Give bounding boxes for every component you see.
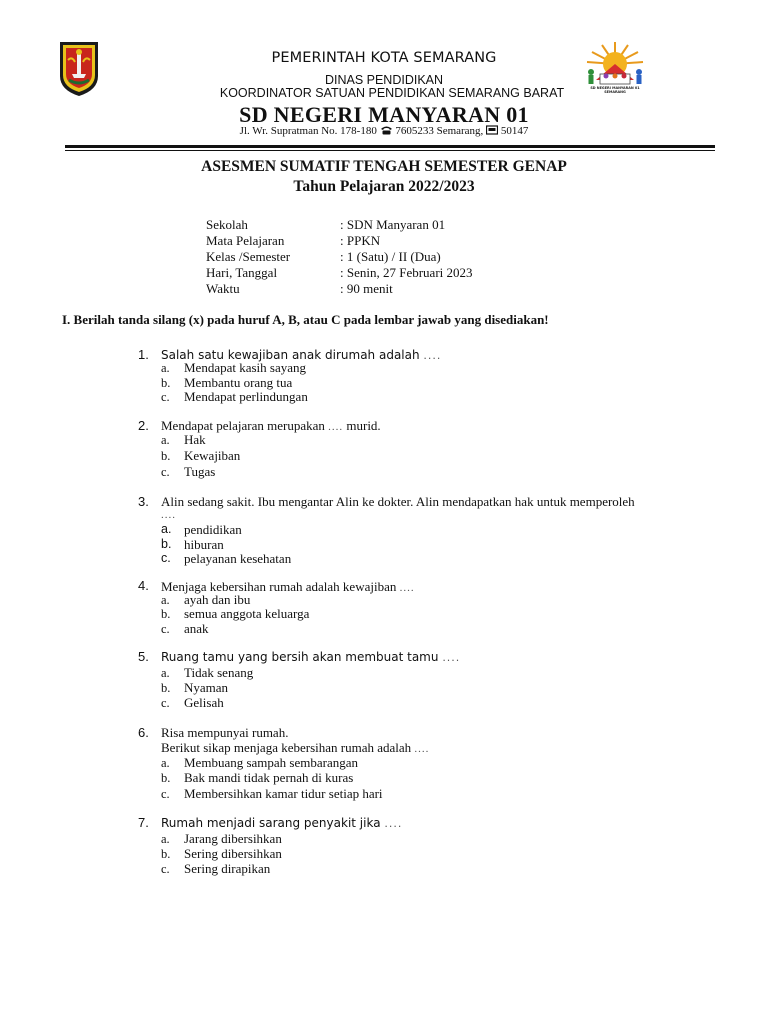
option-text: Jarang dibersihkan bbox=[184, 831, 282, 846]
info-label: Sekolah bbox=[206, 217, 248, 232]
info-label: Mata Pelajaran bbox=[206, 233, 285, 248]
address-postal-code: 50147 bbox=[500, 125, 529, 137]
option-text: Tugas bbox=[184, 464, 216, 479]
info-label: Hari, Tanggal bbox=[206, 265, 278, 280]
option-letter: b. bbox=[161, 771, 171, 785]
question-text: Mendapat pelajaran merupakan .... murid. bbox=[161, 418, 381, 433]
option-letter: a. bbox=[161, 433, 170, 447]
info-value: : 1 (Satu) / II (Dua) bbox=[340, 249, 441, 264]
school-logo-caption: SD NEGERI MANYARAN 01 SEMARANG bbox=[590, 86, 640, 94]
option-letter: b. bbox=[161, 376, 171, 390]
info-row-date bbox=[206, 265, 473, 281]
option-text: anak bbox=[184, 621, 209, 636]
info-label: Kelas /Semester bbox=[206, 249, 291, 264]
option-text: pelayanan kesehatan bbox=[184, 551, 292, 566]
question-text-continuation: Berikut sikap menjaga kebersihan rumah adalah .... bbox=[161, 740, 430, 755]
department-name: DINAS PENDIDIKAN bbox=[324, 73, 444, 87]
info-row-subject bbox=[206, 233, 380, 249]
option-text: Membantu orang tua bbox=[184, 375, 293, 390]
option-letter: b. bbox=[161, 607, 171, 621]
option-text: Hak bbox=[184, 432, 206, 447]
option-text: ayah dan ibu bbox=[184, 592, 251, 607]
info-row-school bbox=[206, 217, 445, 233]
question-number: 7. bbox=[138, 815, 149, 830]
option-text: Membuang sampah sembarangan bbox=[184, 755, 359, 770]
option-text: Tidak senang bbox=[184, 665, 254, 680]
option-letter: b. bbox=[161, 681, 171, 695]
question-text: Alin sedang sakit. Ibu mengantar Alin ke dokter. Alin mendapatkan hak untuk memperoleh bbox=[161, 494, 635, 509]
option-letter: c. bbox=[161, 551, 171, 565]
option-text: semua anggota keluarga bbox=[184, 606, 310, 621]
option-text: Gelisah bbox=[184, 695, 224, 710]
question-number: 5. bbox=[138, 649, 149, 664]
question-text: Salah satu kewajiban anak dirumah adalah .... bbox=[161, 348, 442, 362]
question-number: 4. bbox=[138, 578, 149, 593]
question-number: 1. bbox=[138, 347, 149, 362]
option-text: Kewajiban bbox=[184, 448, 241, 463]
option-letter: a. bbox=[161, 593, 170, 607]
question-text: Ruang tamu yang bersih akan membuat tamu .... bbox=[161, 650, 461, 664]
section-instruction: I. Berilah tanda silang (x) pada huruf A, B, atau C pada lembar jawab yang disediakan! bbox=[62, 312, 549, 327]
option-letter: c. bbox=[161, 622, 170, 636]
coordinator-name: KOORDINATOR SATUAN PENDIDIKAN SEMARANG BARAT bbox=[219, 86, 565, 100]
school-name: SD NEGERI MANYARAN 01 bbox=[239, 102, 529, 127]
option-letter: a. bbox=[161, 522, 172, 536]
option-letter: a. bbox=[161, 832, 170, 846]
question-number: 3. bbox=[138, 494, 149, 509]
option-letter: c. bbox=[161, 696, 170, 710]
option-text: Sering dirapikan bbox=[184, 861, 271, 876]
option-text: Mendapat perlindungan bbox=[184, 389, 308, 404]
option-text: Bak mandi tidak pernah di kuras bbox=[184, 770, 354, 785]
option-letter: b. bbox=[161, 537, 172, 551]
option-text: Membersihkan kamar tidur setiap hari bbox=[184, 786, 383, 801]
question-text: Risa mempunyai rumah. bbox=[161, 725, 289, 740]
exam-title: ASESMEN SUMATIF TENGAH SEMESTER GENAP bbox=[201, 158, 567, 175]
option-letter: a. bbox=[161, 666, 170, 680]
info-value: : PPKN bbox=[340, 233, 381, 248]
government-name: PEMERINTAH KOTA SEMARANG bbox=[271, 50, 497, 66]
address-phone: 7605233 Semarang, bbox=[395, 125, 484, 137]
option-text: pendidikan bbox=[184, 522, 242, 537]
telephone-icon bbox=[380, 125, 393, 135]
school-logo-icon bbox=[582, 40, 648, 98]
info-label: Waktu bbox=[206, 281, 240, 296]
option-letter: c. bbox=[161, 465, 170, 479]
option-letter: b. bbox=[161, 449, 171, 463]
option-text: Sering dibersihkan bbox=[184, 846, 282, 861]
option-letter: b. bbox=[161, 847, 171, 861]
mailbox-icon bbox=[486, 125, 498, 135]
letterhead-divider-thick bbox=[65, 145, 715, 148]
option-letter: c. bbox=[161, 862, 170, 876]
address-street: Jl. Wr. Supratman No. 178-180 bbox=[239, 125, 377, 137]
info-value: : SDN Manyaran 01 bbox=[340, 217, 446, 232]
info-value: : Senin, 27 Februari 2023 bbox=[340, 265, 473, 280]
option-text: Nyaman bbox=[184, 680, 229, 695]
option-letter: a. bbox=[161, 756, 170, 770]
academic-year: Tahun Pelajaran 2022/2023 bbox=[293, 178, 475, 195]
info-value: : 90 menit bbox=[340, 281, 393, 296]
option-text: hiburan bbox=[184, 537, 224, 552]
question-number: 6. bbox=[138, 725, 149, 740]
option-letter: c. bbox=[161, 390, 170, 404]
question-text: Menjaga kebersihan rumah adalah kewajiban .... bbox=[161, 579, 415, 594]
question-text-continuation: .... bbox=[161, 509, 176, 521]
question-number: 2. bbox=[138, 418, 149, 433]
option-text: Mendapat kasih sayang bbox=[184, 360, 307, 375]
question-text: Rumah menjadi sarang penyakit jika .... bbox=[161, 816, 403, 830]
info-row-class-semester bbox=[206, 249, 441, 265]
school-address bbox=[0, 125, 768, 137]
letterhead-divider-thin bbox=[65, 150, 715, 151]
info-row-time bbox=[206, 281, 393, 297]
option-letter: a. bbox=[161, 361, 170, 375]
option-letter: c. bbox=[161, 787, 170, 801]
